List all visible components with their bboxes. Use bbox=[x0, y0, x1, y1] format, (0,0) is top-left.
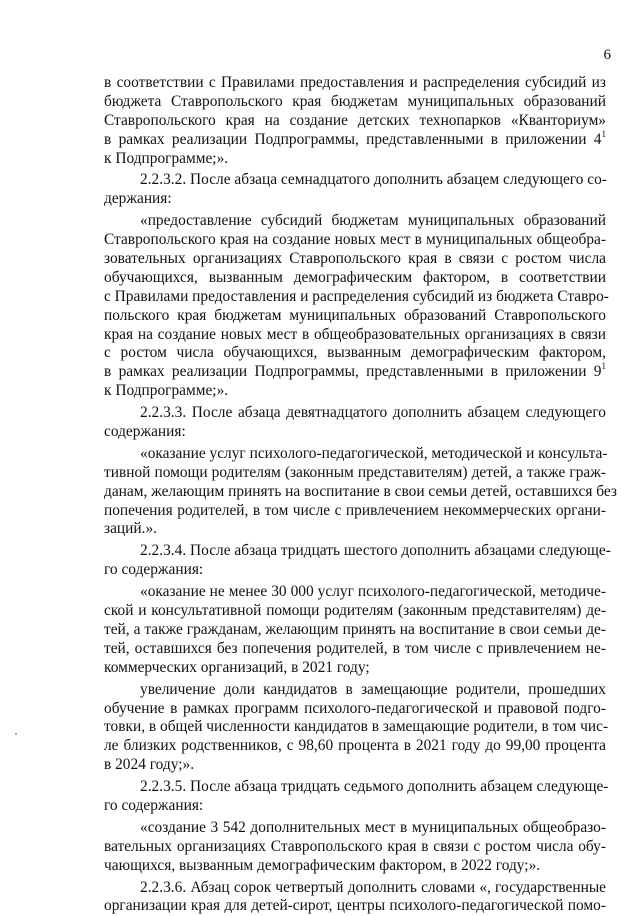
text-line-content: обучающихся, вызванным демографическим фактором, в соответствии bbox=[104, 268, 606, 286]
page-number: 6 bbox=[603, 47, 611, 63]
text-line bbox=[104, 602, 606, 621]
text-line-content: «предоставление субсидий бюджетам муниципальных образований bbox=[140, 212, 606, 230]
text-line-content: бюджета Ставропольского края бюджетам муниципальных образований bbox=[104, 92, 606, 110]
text-line-content: в рамках реализации Подпрограммы, представленными в приложении 4 bbox=[104, 130, 602, 148]
text-line-content: коммерческих организаций, в 2021 году; bbox=[104, 658, 370, 676]
text-line-content: вательных организациях Ставропольского края в связи с ростом числа обу- bbox=[104, 837, 606, 855]
text-line bbox=[104, 879, 606, 898]
superscript: 1 bbox=[601, 128, 606, 139]
text-line bbox=[104, 287, 609, 307]
text-line bbox=[104, 93, 606, 112]
text-line-content: обучение в рамках программ психолого-педагогической и правовой подго- bbox=[104, 699, 606, 717]
text-line bbox=[104, 150, 606, 169]
text-line-content: к Подпрограмме;». bbox=[104, 149, 229, 167]
text-line-content: данам, желающим принять на воспитание в свои семьи детей, оставшихся без bbox=[104, 482, 618, 500]
text-line-content: тей, оставшихся без попечения родителей, в том числе с привлечением не- bbox=[104, 639, 606, 657]
text-line-content: ле близких родственников, с 98,60 процента в 2021 году до 99,00 процента bbox=[104, 737, 606, 755]
text-line-content: 2.2.3.5. После абзаца тридцать седьмого дополнить абзацем следующе- bbox=[140, 778, 609, 796]
text-line bbox=[104, 561, 606, 580]
text-line bbox=[104, 231, 606, 250]
text-line-content: 2.2.3.2. После абзаца семнадцатого дополнить абзацем следующего со- bbox=[140, 171, 607, 189]
text-line bbox=[104, 404, 606, 423]
text-line-content: 2.2.3.3. После абзаца девятнадцатого дополнить абзацем следующего bbox=[140, 404, 606, 422]
text-line-content: го содержания: bbox=[104, 796, 204, 814]
text-line bbox=[104, 542, 611, 561]
text-line-content: го содержания: bbox=[104, 561, 204, 579]
text-line-content: «оказание не менее 30 000 услуг психолого-педагогической, методиче- bbox=[140, 583, 606, 601]
text-line bbox=[104, 520, 606, 539]
text-line bbox=[104, 681, 606, 700]
text-line-content: к Подпрограмме;». bbox=[104, 382, 229, 400]
text-line bbox=[104, 857, 606, 876]
text-line bbox=[104, 190, 606, 209]
text-line-content: Ставропольского края на создание новых мест в муниципальных общеобра- bbox=[104, 231, 606, 249]
text-line bbox=[104, 326, 606, 345]
text-line bbox=[104, 212, 606, 231]
text-line-content: держания: bbox=[104, 190, 172, 208]
text-line-content: «оказание услуг психолого-педагогической, методической и консульта- bbox=[140, 444, 608, 462]
text-line bbox=[104, 128, 606, 150]
scan-speck bbox=[15, 733, 17, 735]
text-line bbox=[104, 797, 606, 816]
text-line bbox=[104, 621, 606, 640]
text-line bbox=[104, 756, 606, 775]
text-line bbox=[104, 445, 606, 464]
text-line bbox=[104, 482, 618, 502]
text-line bbox=[104, 583, 606, 602]
text-line-content: организации края для детей-сирот, центры психолого-педагогической помо- bbox=[104, 897, 606, 915]
document-body bbox=[104, 74, 618, 916]
text-line-content: тивной помощи родителям (законным представителям) детей, а также граж- bbox=[104, 463, 606, 481]
text-line-content: ской и консультативной помощи родителям (законным представителям) де- bbox=[104, 602, 606, 620]
text-line bbox=[104, 307, 606, 326]
text-line bbox=[104, 423, 606, 442]
text-line bbox=[104, 74, 606, 93]
text-line bbox=[104, 269, 606, 288]
text-line-content: Ставропольского края на создание детских технопарков «Кванториум» bbox=[104, 111, 606, 129]
text-line-content: польского края бюджетам муниципальных образований Ставропольского bbox=[104, 306, 606, 324]
text-line-content: товки, в общей численности кандидатов в замещающие родители, в том чис- bbox=[104, 718, 609, 736]
text-line-content: 2.2.3.4. После абзаца тридцать шестого дополнить абзацами следующе- bbox=[140, 542, 611, 560]
text-line bbox=[104, 737, 606, 756]
text-line-content: попечения родителей, в том числе с привлечением некоммерческих органи- bbox=[104, 501, 606, 519]
text-line-content: в 2024 году;». bbox=[104, 756, 195, 774]
text-line-content: «создание 3 542 дополнительных мест в муниципальных общеобразо- bbox=[140, 818, 606, 836]
text-line bbox=[104, 112, 606, 131]
text-line bbox=[104, 897, 606, 916]
text-line-content: в соответствии с Правилами предоставления и распределения субсидий из bbox=[104, 74, 606, 91]
superscript: 1 bbox=[601, 361, 606, 372]
text-line bbox=[104, 718, 609, 737]
text-line bbox=[104, 382, 606, 401]
text-line bbox=[104, 838, 606, 857]
text-line-content: 2.2.3.6. Абзац сорок четвертый дополнить словами «, государственные bbox=[140, 878, 606, 896]
text-line-content: с Правилами предоставления и распределения субсидий из бюджета Ставро- bbox=[104, 287, 609, 305]
text-line-content: содержания: bbox=[104, 423, 186, 441]
text-line bbox=[104, 250, 606, 269]
text-line-content: зовательных организациях Ставропольского края в связи с ростом числа bbox=[104, 250, 606, 268]
text-line bbox=[104, 700, 606, 719]
text-line-content: в рамках реализации Подпрограммы, представленными в приложении 9 bbox=[104, 363, 602, 381]
text-line bbox=[104, 659, 606, 678]
text-line-content: тей, а также гражданам, желающим принять на воспитание в свои семьи де- bbox=[104, 620, 606, 638]
text-line bbox=[104, 502, 606, 521]
text-line-content: чающихся, вызванным демографическим фактором, в 2022 году;». bbox=[104, 856, 541, 874]
text-line-content: увеличение доли кандидатов в замещающие родители, прошедших bbox=[140, 680, 606, 698]
text-line-content: края на создание новых мест в общеобразовательных организациях в связи bbox=[104, 325, 606, 343]
text-line bbox=[104, 344, 606, 363]
text-line bbox=[104, 640, 606, 659]
text-line bbox=[104, 363, 606, 382]
text-line bbox=[104, 819, 606, 838]
text-line bbox=[104, 778, 609, 797]
text-line bbox=[104, 464, 606, 483]
text-line-content: с ростом числа обучающихся, вызванным демографическим фактором, bbox=[104, 344, 606, 362]
text-line bbox=[104, 171, 606, 190]
text-line-content: заций.». bbox=[104, 520, 158, 538]
